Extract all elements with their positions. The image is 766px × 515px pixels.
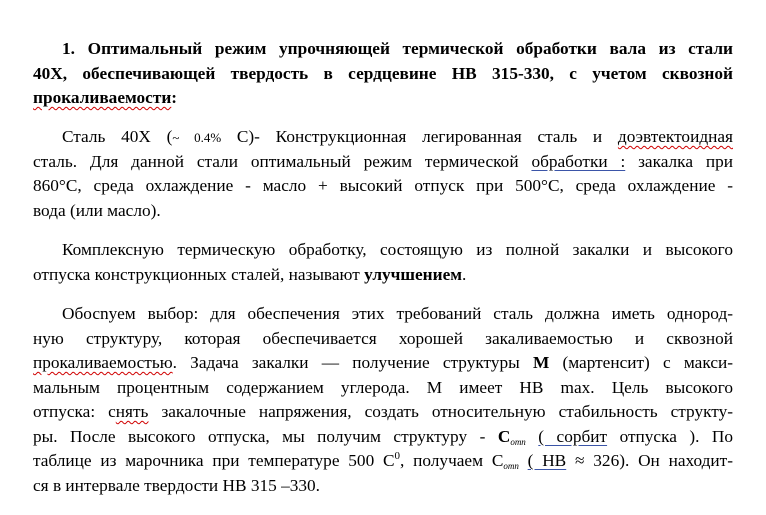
spellcheck-word[interactable]: нять	[115, 402, 149, 421]
grammar-underline[interactable]: ( сорбит	[538, 426, 608, 446]
p3-line-1: Обосnуем выбор: для обеспечения этих требований сталь должна иметь однород-	[62, 304, 733, 323]
paragraph-justification	[33, 302, 733, 498]
martensite-symbol: М	[532, 353, 550, 372]
p3-text: . Задача закалки — получение структуры	[172, 353, 520, 372]
term-bold: улучшением	[364, 264, 463, 284]
p3-text: отпуска ). По	[619, 426, 734, 446]
p3-line-5	[33, 400, 733, 425]
p2-line-1: Комплексную термическую обработку, состоящую из полной закалки и высокого	[62, 240, 733, 259]
section-heading	[33, 37, 733, 111]
p3-line-7	[33, 449, 733, 474]
heading-text-1: Оптимальный режим упрочняющей термической обработки вала из стали	[87, 39, 733, 58]
p1-text: сталь. Для данной стали оптимальный режим термической	[33, 151, 519, 171]
carbon-content: ~ 0.4%	[172, 130, 222, 145]
heading-line-1	[33, 37, 733, 62]
p2-text: .	[462, 264, 467, 284]
spellcheck-word[interactable]: доэвтектоидная	[617, 127, 733, 146]
sorbite-subscript: отп	[510, 436, 526, 447]
p1-line-3: 860°С, среда охлаждение - масло + высокий отпуск при 500°С, среда охлаждение -	[33, 176, 733, 195]
spellcheck-word[interactable]: прокаливаемостью	[33, 353, 173, 372]
p3-text: ≈ 326). Он находит-	[575, 451, 733, 470]
p1-line-1	[33, 125, 733, 150]
p3-text: таблице из марочника при температуре 500 С	[33, 451, 395, 470]
p3-line-4: мальным процентным содержанием углерода. М имеет НВ max. Цель высокого	[33, 377, 733, 397]
p3-text: закалочные напряжения, создать относительную стабильность структу-	[161, 402, 734, 421]
grammar-underline[interactable]: обработки :	[531, 151, 626, 171]
heading-colon: :	[171, 88, 178, 107]
heading-number: 1.	[62, 39, 75, 58]
degree-superscript: 0	[394, 450, 401, 462]
p3-line-6	[33, 425, 733, 450]
p3-text: (мартенсит) с макси-	[562, 353, 733, 372]
p2-line-2	[33, 263, 733, 288]
p1-text: Сталь 40Х (	[62, 127, 173, 146]
grammar-underline[interactable]: ( НВ	[527, 451, 567, 470]
paragraph-improvement	[33, 238, 733, 287]
p1-text: закалка при	[638, 151, 733, 171]
paragraph-steel-description	[33, 125, 733, 223]
spellcheck-word[interactable]: прокаливаемости	[33, 88, 172, 107]
p3-line-8: ся в интервале твердости НВ 315 –330.	[33, 475, 320, 495]
sorbite-symbol: С	[497, 426, 511, 446]
p3-line-2: ную структуру, которая обеспечивается хорошей закаливаемостью и сквозной	[33, 328, 733, 348]
sorbite-subscript: отп	[503, 461, 519, 471]
p1-text: С)- Конструкционная легированная сталь и	[236, 127, 603, 146]
heading-line-3	[33, 86, 733, 111]
p3-text: ры. После высокого отпуска, мы получим структуру -	[33, 426, 486, 446]
p1-line-4: вода (или масло).	[33, 200, 161, 220]
heading-line-2: 40Х, обеспечивающей твердость в сердцевине НВ 315-330, с учетом сквозной	[33, 63, 733, 83]
p3-text: , получаем С	[400, 451, 504, 470]
p1-line-2	[33, 150, 733, 175]
p3-line-3	[33, 351, 733, 376]
p3-text: отпуска: с	[33, 402, 116, 421]
p2-text: отпуска конструкционных сталей, называют	[33, 264, 360, 284]
